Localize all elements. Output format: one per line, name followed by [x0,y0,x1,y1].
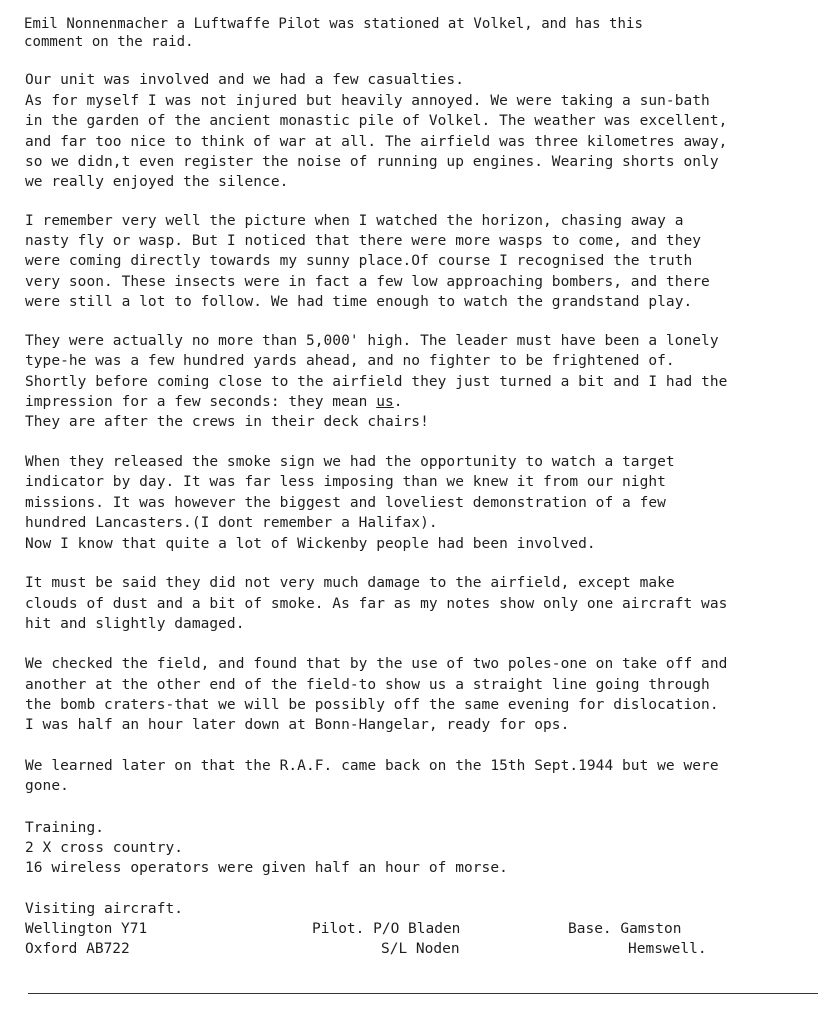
p1-line-2: As for myself I was not injured but heavily annoyed. We were taking a sun-bath [25,93,710,109]
p2-line-2: nasty fly or wasp. But I noticed that there were more wasps to come, and they [25,233,702,249]
p2-line-5: were still a lot to follow. We had time enough to watch the grandstand play. [25,294,693,310]
intro-line-1: Emil Nonnenmacher a Luftwaffe Pilot was stationed at Volkel, and has this [24,16,643,32]
p3-line-3: Shortly before coming close to the airfield they just turned a bit and I had the [25,374,728,390]
p6-line-2: another at the other end of the field-to show us a straight line going through [25,677,710,693]
p3-line-4 [25,392,403,412]
p1-line-6: we really enjoyed the silence. [25,174,289,190]
p1-line-4: and far too nice to think of war at all. The airfield was three kilometres away, [25,134,728,150]
visiting-pilot-2: S/L Noden [381,941,460,957]
p2-line-3: were coming directly towards my sunny place.Of course I recognised the truth [25,253,693,269]
visiting-aircraft-1: Wellington Y71 [25,921,148,937]
p3-line-1: They were actually no more than 5,000' high. The leader must have been a lonely [25,333,719,349]
p3-line-5: They are after the crews in their deck chairs! [25,414,429,430]
p2-line-4: very soon. These insects were in fact a few low approaching bombers, and there [25,274,710,290]
p4-line-1: When they released the smoke sign we had the opportunity to watch a target [25,454,675,470]
p4-line-2: indicator by day. It was far less imposing than we knew it from our night [25,474,666,490]
p5-line-1: It must be said they did not very much damage to the airfield, except make [25,575,675,591]
visiting-base-2: Hemswell. [628,941,707,957]
bottom-divider [28,993,818,994]
p1-line-3: in the garden of the ancient monastic pile of Volkel. The weather was excellent, [25,113,728,129]
p3-impression-suffix: . [393,394,403,410]
intro-line-2: comment on the raid. [24,34,194,50]
p5-line-2: clouds of dust and a bit of smoke. As far as my notes show only one aircraft was [25,596,728,612]
emphasis-us: us [376,394,394,410]
p4-line-5: Now I know that quite a lot of Wickenby people had been involved. [25,536,596,552]
p3-line-2: type-he was a few hundred yards ahead, and no fighter to be frightened of. [25,353,675,369]
p7-line-1: We learned later on that the R.A.F. came back on the 15th Sept.1944 but we were [25,758,719,774]
visiting-base-1: Base. Gamston [568,921,682,937]
p1-line-5: so we didn,t even register the noise of running up engines. Wearing shorts only [25,154,719,170]
visiting-heading: Visiting aircraft. [25,901,184,917]
p4-line-3: missions. It was however the biggest and loveliest demonstration of a few [25,495,666,511]
visiting-pilot-1: Pilot. P/O Bladen [312,921,461,937]
p1-line-1: Our unit was involved and we had a few casualties. [25,72,464,88]
p3-impression-prefix: impression for a few seconds: they mean [25,394,377,410]
training-item-2: 16 wireless operators were given half an hour of morse. [25,860,508,876]
p6-line-3: the bomb craters-that we will be possibly off the same evening for dislocation. [25,697,719,713]
p7-line-2: gone. [25,778,69,794]
visiting-aircraft-2: Oxford AB722 [25,941,130,957]
training-item-1: 2 X cross country. [25,840,184,856]
p5-line-3: hit and slightly damaged. [25,616,245,632]
p6-line-1: We checked the field, and found that by the use of two poles-one on take off and [25,656,728,672]
training-heading: Training. [25,820,105,836]
p2-line-1: I remember very well the picture when I watched the horizon, chasing away a [25,213,684,229]
p4-line-4: hundred Lancasters.(I dont remember a Halifax). [25,515,438,531]
p6-line-4: I was half an hour later down at Bonn-Hangelar, ready for ops. [25,717,570,733]
